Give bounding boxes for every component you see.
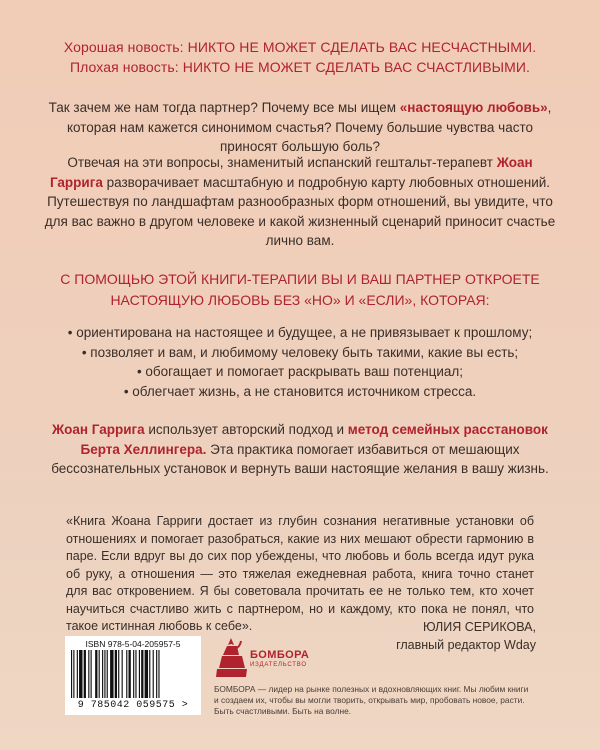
caps-statement — [30, 269, 570, 311]
publisher-tagline: БОМБОРА — лидер на рынке полезных и вдохновляющих книг. Мы любим книги и создаем их, чтобы вы могли творить, открывать мир, пробовать новое, расти. Быть счастливыми. Быть на волне. — [214, 684, 529, 716]
ean-digits: 9 785042 059575 > — [77, 700, 189, 711]
isbn-label: ISBN 978-5-04-205957-5 — [85, 639, 181, 649]
questions-text-2: , которая нам кажется синонимом счастья? Почему большие чувства часто приносят большую боль? — [67, 100, 552, 154]
benefit-item: • позволяет и вам, и любимому человеку быть такими, какие вы есть; — [30, 343, 570, 363]
publisher-logo-sub: ИЗДАТЕЛЬСТВО — [250, 662, 307, 668]
publisher-logo — [214, 633, 324, 681]
lede-block — [0, 37, 600, 77]
questions-paragraph — [40, 98, 560, 157]
testimonial-quote: «Книга Жоана Гарриги достает из глубин сознания негативные установки об отношениях и помогает разобраться, какие из них мешают обрести гармонию в паре. Если вдруг вы до сих пор убеждены, что любовь и боль всегда идут рука об руку, а отношения — это тяжелая ежедневная работа, книга точно станет для вас откровением. Я бы советовала прочитать ее не только тем, кто хочет научиться счастливо жить с партнером, но и каждому, кто пока не понял, что такое истинная любовь к себе». — [66, 514, 534, 633]
bombora-mark-icon — [214, 635, 248, 679]
questions-text-1: Так зачем же нам тогда партнер? Почему все мы ищем — [48, 100, 400, 115]
benefit-item: • ориентирована на настоящее и будущее, а не привязывает к прошлому; — [30, 323, 570, 343]
method-author: Жоан Гаррига — [52, 422, 145, 437]
method-text-1: использует авторский подход и — [144, 422, 348, 437]
method-name: метод семейных расстановок Берта Хеллингера. — [80, 422, 548, 457]
method-text-2: Эта практика помогает избавиться от мешающих бессознательных установок и вернуть ваши настоящие желания в вашу жизнь. — [51, 441, 549, 476]
caps-line-2: НАСТОЯЩУЮ ЛЮБОВЬ БЕЗ «НО» И «ЕСЛИ», КОТОРАЯ: — [110, 292, 490, 308]
bad-news-line: Плохая новость: НИКТО НЕ МОЖЕТ СДЕЛАТЬ ВАС СЧАСТЛИВЫМИ. — [69, 59, 531, 75]
testimonial-name: ЮЛИЯ СЕРИКОВА, — [422, 620, 536, 634]
intro-text-2: разворачивает масштабную и подробную карту любовных отношений. Путешествуя по ландшафтам разнообразных форм отношений, вы увидите, что для вас важно в другом человеке и какой жизненный сценарий приносит счастье лично вам. — [44, 174, 556, 248]
benefit-item: • облегчает жизнь, а не становится источником стресса. — [30, 382, 570, 402]
intro-author: Жоан Гаррига — [49, 155, 533, 190]
publisher-logo-name: БОМБОРА — [250, 649, 310, 661]
benefit-item: • обогащает и помогает раскрывать ваш потенциал; — [30, 362, 570, 382]
method-paragraph — [40, 420, 560, 479]
benefits-list — [30, 323, 570, 401]
good-news-line: Хорошая новость: НИКТО НЕ МОЖЕТ СДЕЛАТЬ ВАС НЕСЧАСТНЫМИ. — [63, 39, 537, 55]
isbn-barcode — [65, 636, 201, 715]
testimonial-role: главный редактор Wday — [396, 637, 536, 652]
barcode-bars — [71, 650, 195, 698]
questions-highlight: «настоящую любовь» — [399, 100, 548, 115]
testimonial-signature — [396, 619, 536, 654]
intro-paragraph — [40, 153, 560, 251]
caps-line-1: С ПОМОЩЬЮ ЭТОЙ КНИГИ-ТЕРАПИИ ВЫ И ВАШ ПАРТНЕР ОТКРОЕТЕ — [60, 271, 540, 287]
intro-text-1: Отвечая на эти вопросы, знаменитый испанский гештальт-терапевт — [67, 155, 497, 170]
